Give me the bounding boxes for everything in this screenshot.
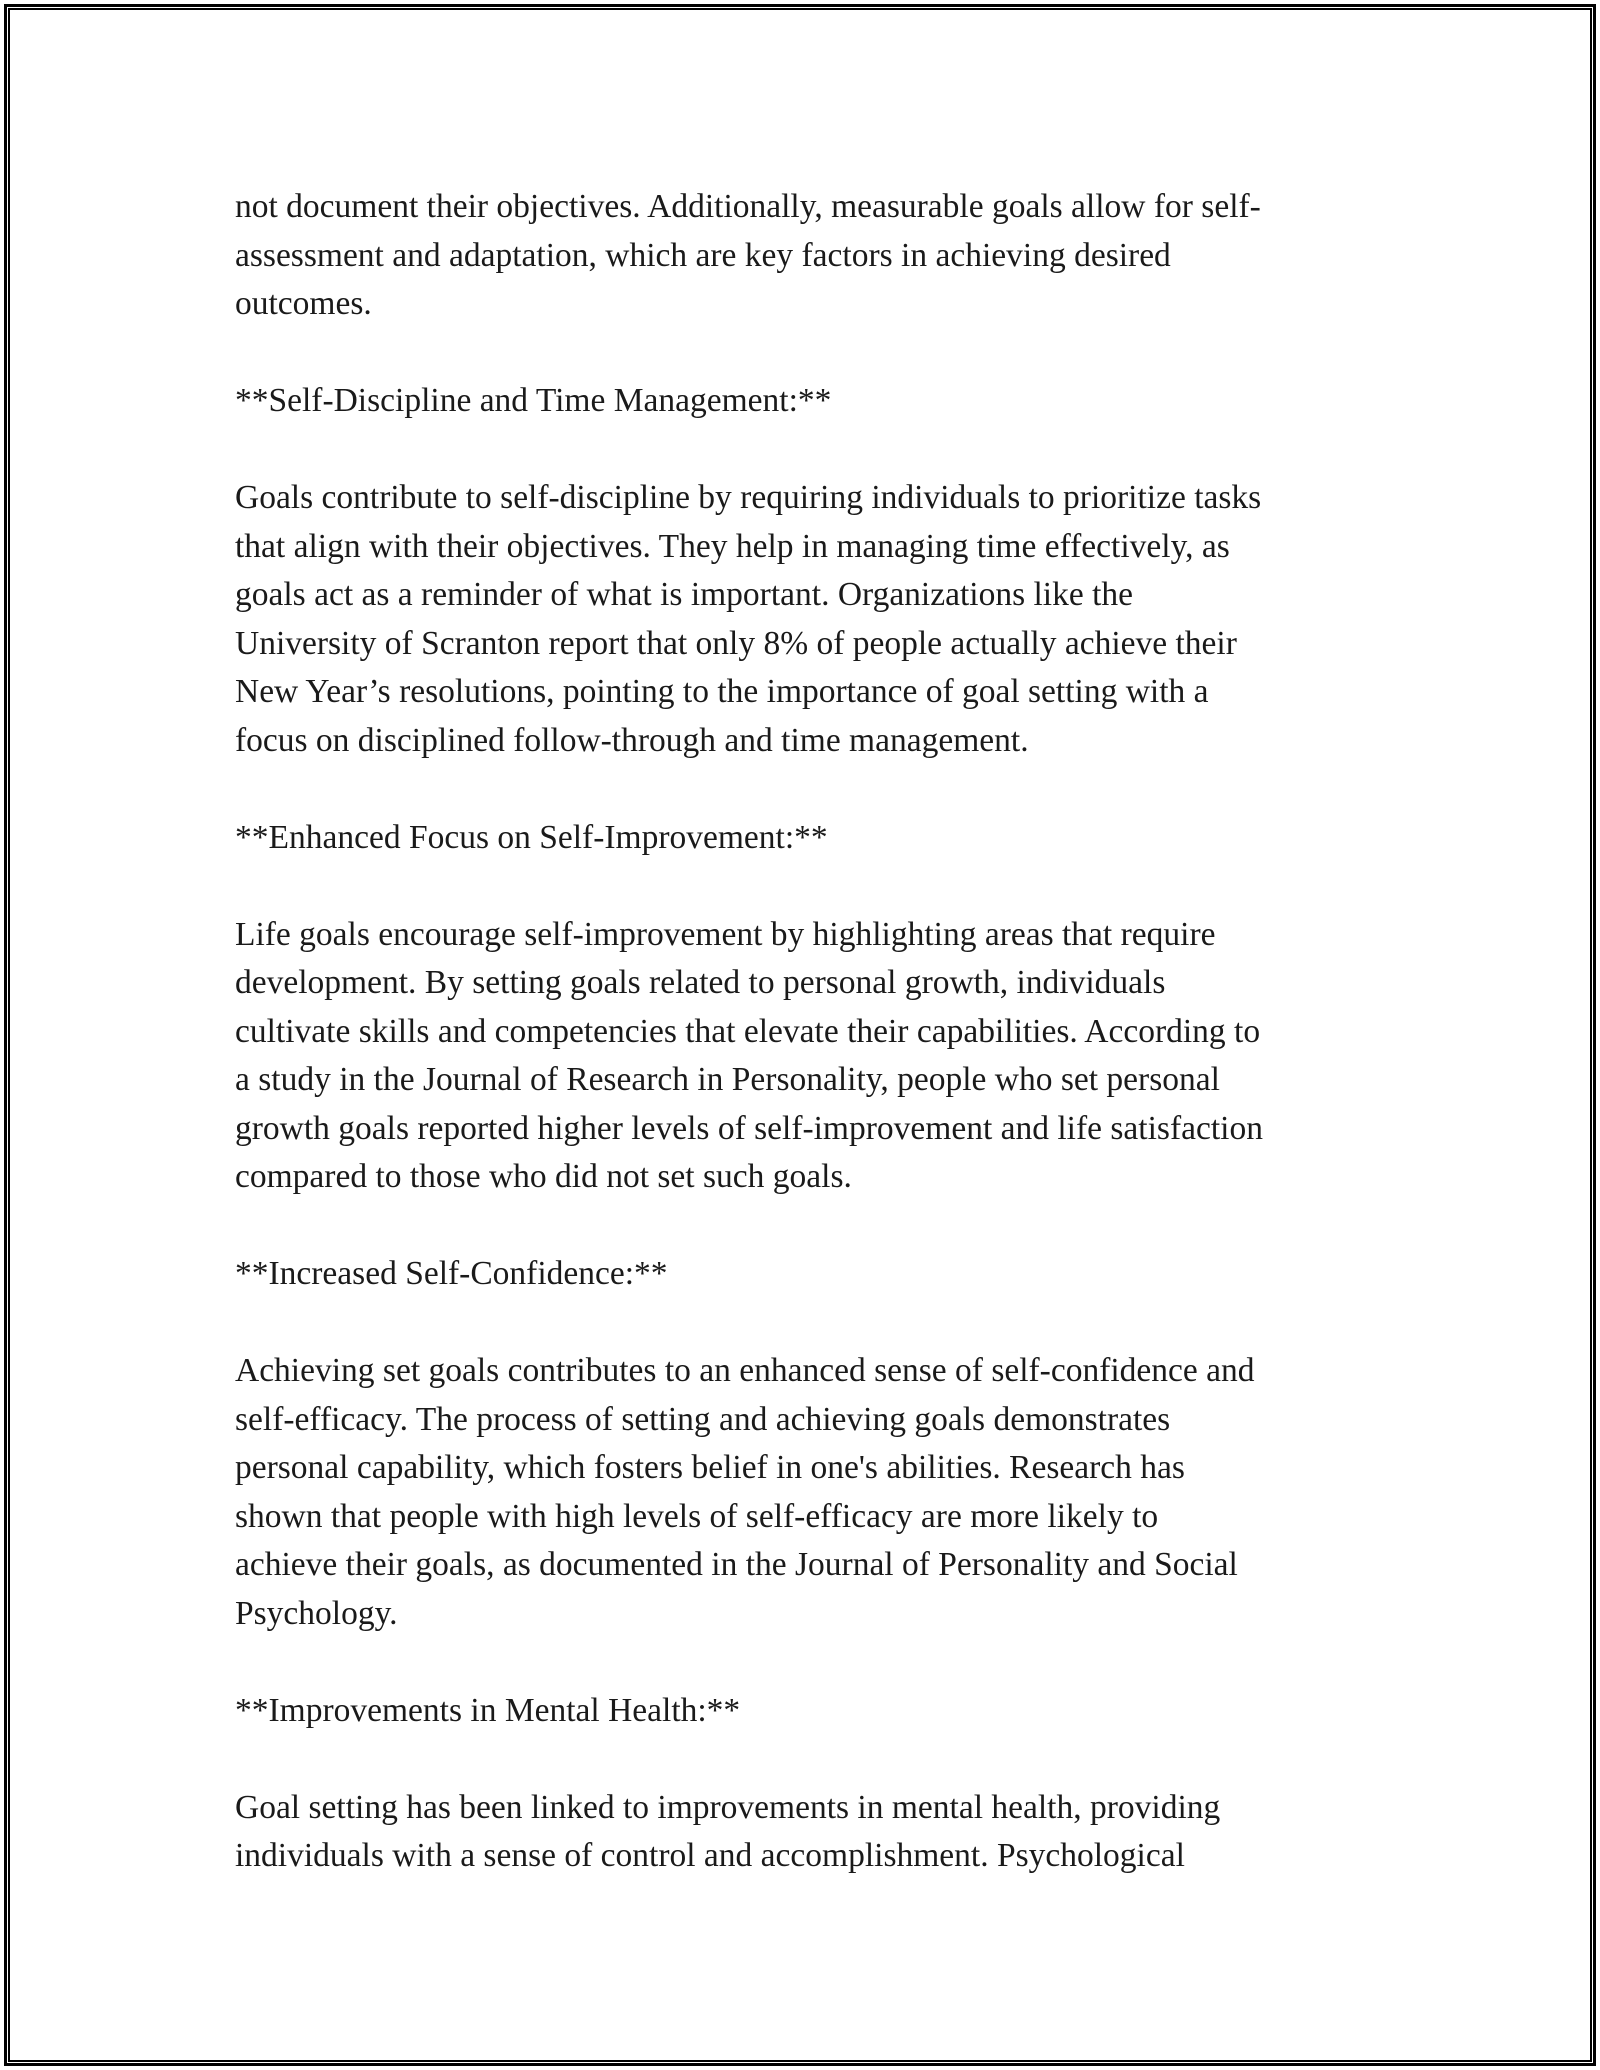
text-line: shown that people with high levels of self-efficacy are more likely to: [235, 1497, 1159, 1535]
text-line: Goals contribute to self-discipline by requiring individuals to prioritize tasks: [235, 479, 1262, 516]
text-line: Psychology.: [235, 1594, 398, 1632]
heading-self-discipline: [235, 377, 1375, 426]
text-line: self-efficacy. The process of setting and achieving goals demonstrates: [235, 1400, 1171, 1438]
heading-text: **Enhanced Focus on Self-Improvement:**: [235, 818, 828, 856]
heading-text: **Self-Discipline and Time Management:**: [235, 382, 832, 419]
heading-self-confidence: [235, 1250, 1375, 1299]
text-line: compared to those who did not set such goals.: [235, 1158, 852, 1195]
heading-text: **Increased Self-Confidence:**: [235, 1255, 668, 1292]
text-line: development. By setting goals related to personal growth, individuals: [235, 964, 1166, 1001]
text-line: Achieving set goals contributes to an enhanced sense of self-confidence and: [235, 1352, 1255, 1389]
heading-self-improvement: [235, 814, 1375, 863]
text-line: individuals with a sense of control and accomplishment. Psychological: [235, 1837, 1185, 1874]
text-line: cultivate skills and competencies that elevate their capabilities. According to: [235, 1012, 1261, 1050]
paragraph-self-confidence: [235, 1347, 1375, 1638]
text-line: outcomes.: [235, 285, 372, 322]
text-line: assessment and adaptation, which are key factors in achieving desired: [235, 236, 1171, 274]
heading-text: **Improvements in Mental Health:**: [235, 1691, 741, 1729]
paragraph-mental-health: [235, 1784, 1375, 1881]
paragraph-self-improvement: [235, 911, 1375, 1202]
text-line: that align with their objectives. They help in managing time effectively, as: [235, 527, 1230, 565]
text-line: University of Scranton report that only 8% of people actually achieve their: [235, 624, 1237, 662]
text-line: New Year’s resolutions, pointing to the importance of goal setting with a: [235, 673, 1209, 710]
text-line: not document their objectives. Additionally, measurable goals allow for self-: [235, 188, 1261, 225]
text-line: goals act as a reminder of what is important. Organizations like the: [235, 576, 1134, 613]
paragraph-measurable-goals: [235, 183, 1375, 329]
text-line: achieve their goals, as documented in the Journal of Personality and Social: [235, 1546, 1238, 1583]
paragraph-self-discipline: [235, 474, 1375, 765]
heading-mental-health: [235, 1687, 1375, 1736]
text-line: growth goals reported higher levels of self-improvement and life satisfaction: [235, 1109, 1263, 1147]
text-line: a study in the Journal of Research in Personality, people who set personal: [235, 1061, 1220, 1098]
text-line: Goal setting has been linked to improvements in mental health, providing: [235, 1788, 1221, 1826]
document-body: [235, 183, 1375, 1929]
text-line: personal capability, which fosters belief in one's abilities. Research has: [235, 1449, 1185, 1486]
text-line: focus on disciplined follow-through and time management.: [235, 721, 1029, 759]
text-line: Life goals encourage self-improvement by highlighting areas that require: [235, 915, 1216, 953]
